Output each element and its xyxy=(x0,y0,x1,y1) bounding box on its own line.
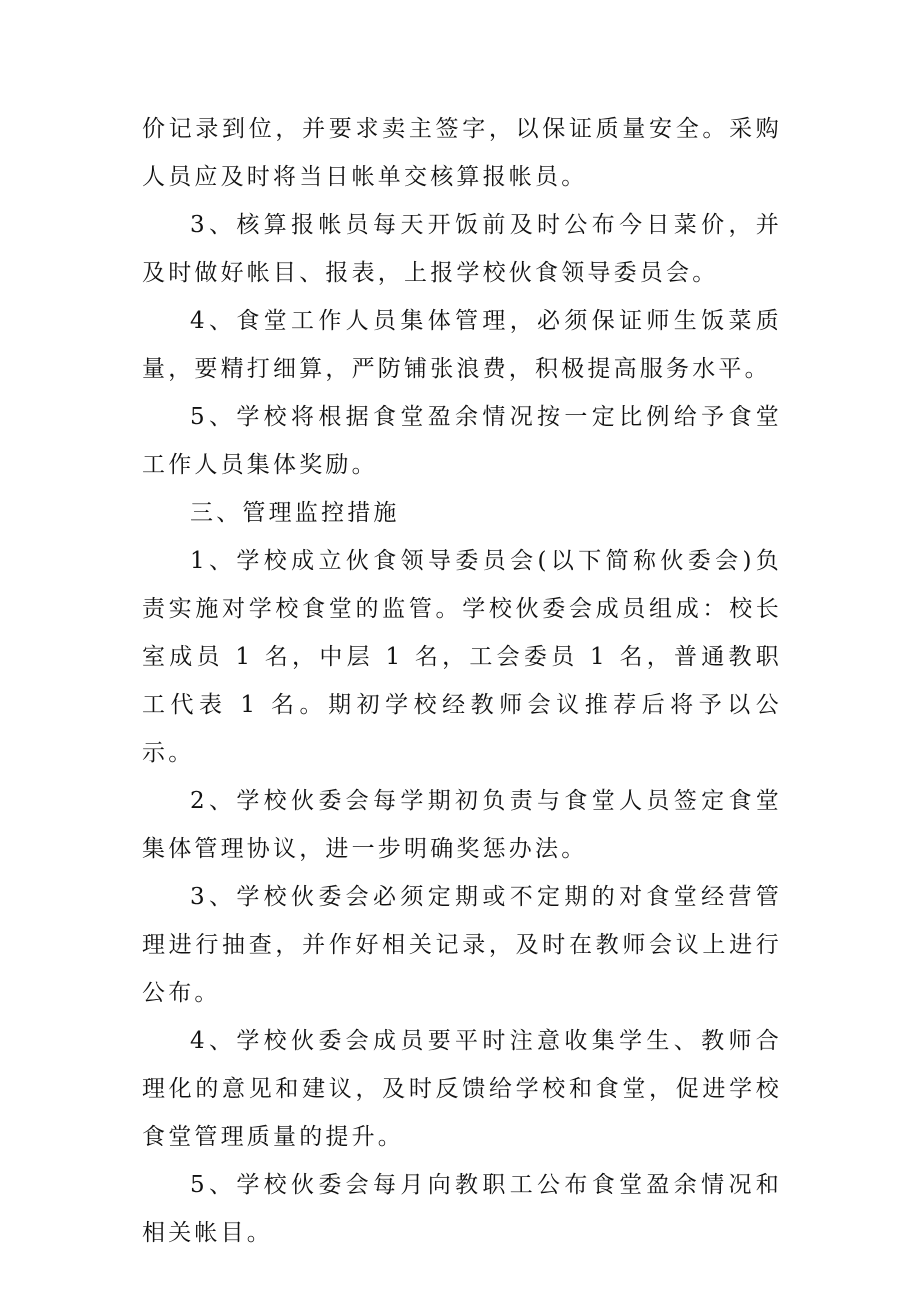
paragraph-continuation: 价记录到位，并要求卖主签字，以保证质量安全。采购人员应及时将当日帐单交核算报帐员。 xyxy=(142,116,782,190)
paragraph-item-3: 3、核算报帐员每天开饭前及时公布今日菜价，并及时做好帐目、报表，上报学校伙食领导委员会。 xyxy=(142,212,782,286)
section-heading: 三、管理监控措施 xyxy=(190,500,400,526)
paragraph-measure-2: 2、学校伙委会每学期初负责与食堂人员签定食堂集体管理协议，进一步明确奖惩办法。 xyxy=(142,788,782,862)
paragraph-measure-4: 4、学校伙委会成员要平时注意收集学生、教师合理化的意见和建议，及时反馈给学校和食堂，促进学校食堂管理质量的提升。 xyxy=(142,1028,782,1150)
document-body xyxy=(142,105,782,1257)
paragraph-item-4: 4、食堂工作人员集体管理，必须保证师生饭菜质量，要精打细算，严防铺张浪费，积极提高服务水平。 xyxy=(142,308,782,382)
paragraph-measure-5: 5、学校伙委会每月向教职工公布食堂盈余情况和相关帐目。 xyxy=(142,1172,782,1246)
paragraph-item-5: 5、学校将根据食堂盈余情况按一定比例给予食堂工作人员集体奖励。 xyxy=(142,404,782,478)
paragraph-measure-3: 3、学校伙委会必须定期或不定期的对食堂经营管理进行抽查，并作好相关记录，及时在教师会议上进行公布。 xyxy=(142,884,782,1006)
paragraph-measure-1: 1、学校成立伙食领导委员会(以下简称伙委会)负责实施对学校食堂的监管。学校伙委会成员组成：校长室成员 1 名，中层 1 名，工会委员 1 名，普通教职工代表 1 名。期初学校经教师会议推荐后将予以公示。 xyxy=(142,548,782,766)
